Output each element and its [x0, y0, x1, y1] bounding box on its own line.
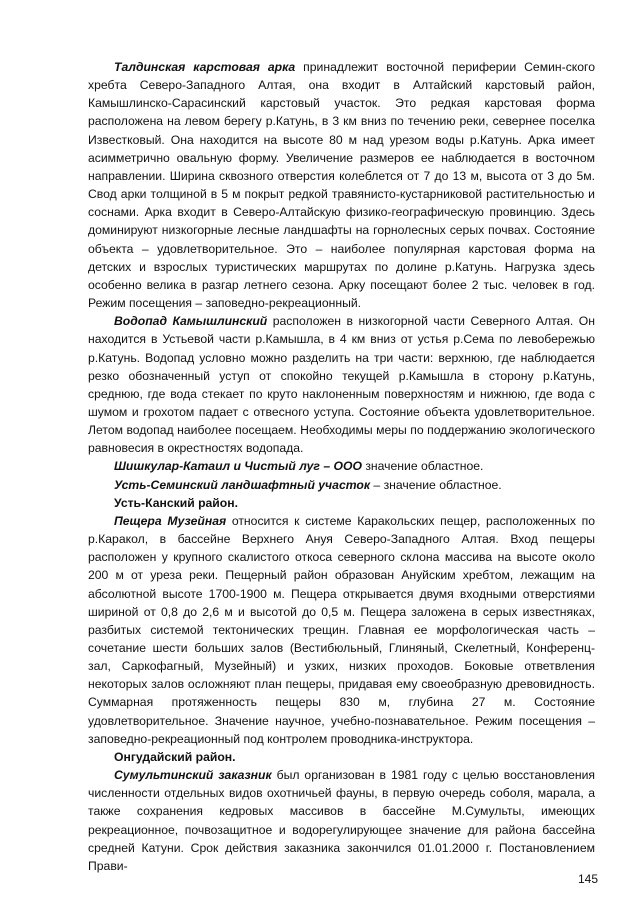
paragraph-ust-seminsky — [88, 476, 595, 494]
page-number: 145 — [577, 872, 598, 886]
paragraph-taldinskaya-arch — [88, 58, 595, 312]
paragraph-text: – значение областное. — [370, 477, 502, 492]
paragraph-text: принадлежит восточной периферии Семин-ского хребта Северо-Западного Алтая, она входит в Алтайский карстовый район, Камышлинско-Сарасинский карстовый участок. Это редкая карстовая форма расположена на левом берегу р.Катунь, в 3 км вниз по течению реки, севернее поселка Известковый. Она находится на высоте 80 м над урезом воды р.Катунь. Арка имеет асимметрично овальную форму. Увеличение размеров ее наблюдается в восточном направлении. Ширина сквозного отверстия колеблется от 7 до 13 м, высота от 3 до 5м. Свод арки толщиной в 5 м покрыт редкой травянисто-кустарниковой растительностью и соснами. Арка входит в Северо-Алтайскую физико-географическую провинцию. Здесь доминируют низкогорные лесные ландшафты на горнолесных серых почвах. Состояние объекта – удовлетворительное. Это – наиболее популярная карстовая форма на детских и взрослых туристических маршрутах по долине р.Катунь. Нагрузка здесь особенно велика в разгар летнего сезона. Арку посещают более 2 тыс. человек в год. Режим посещения – заповедно-рекреационный. — [88, 60, 595, 311]
paragraph-muzeynaya-cave — [88, 512, 595, 748]
paragraph-sumultinsky-reserve — [88, 766, 595, 875]
paragraph-title: Шишкулар-Катаил и Чистый луг – ООО — [114, 459, 362, 474]
section-heading-ongudaysky: Онгудайский район. — [114, 749, 236, 764]
paragraph-kamyshlinsky-waterfall — [88, 312, 595, 457]
paragraph-title: Водопад Камышлинский — [114, 314, 268, 329]
paragraph-title: Сумультинский заказник — [114, 768, 272, 783]
paragraph-title: Талдинская карстовая арка — [114, 60, 296, 74]
paragraph-text: был организован в 1981 году с целью восстановления численности отдельных видов охотничьей фауны, в первую очередь соболя, марала, а также сохранения кедровых массивов в бассейне М.Сумульты, имеющих рекреационное, почвозащитное и водорегулирующее значение для района бассейна средней Катуни. Срок действия заказника закончился 01.01.2000 г. Постановлением Прави- — [88, 768, 595, 873]
paragraph-title: Пещера Музейная — [114, 513, 227, 528]
paragraph-shishkular — [88, 457, 595, 475]
paragraph-text: значение областное. — [361, 459, 484, 474]
section-heading-ust-kansky: Усть-Канский район. — [114, 495, 238, 510]
paragraph-title: Усть-Семинский ландшафтный участок — [114, 477, 371, 492]
paragraph-text: расположен в низкогорной части Северного Алтая. Он находится в Устьевой части р.Камышла, в 4 км вниз от устья р.Сема по левобережью р.Катунь. Водопад условно можно разделить на три части: верхнюю, где наблюдается резко обозначенный уступ от спокойно текущей р.Камышла в сторону р.Катунь, среднюю, где вода стекает по круто наклоненным поверхностям и нижнюю, где вода с шумом и грохотом падает с отвесного уступа. Состояние объекта удовлетворительное. Летом водопад наиболее посещаем. Необходимы меры по поддержанию экологического равновесия в окрестностях водопада. — [88, 314, 595, 456]
text-body — [88, 58, 595, 875]
paragraph-text: относится к системе Каракольских пещер, расположенных по р.Каракол, в бассейне Верхнего Ануя Северо-Западного Алтая. Вход пещеры расположен у крупного скалистого откоса северного склона массива на высоте около 200 м от уреза реки. Пещерный район образован Ануйским хребтом, лежащим на абсолютной высоте 1700-1900 м. Пещера открывается двумя входными отверстиями шириной от 0,8 до 2,6 м и высотой до 0,5 м. Пещера заложена в серых известняках, разбитых системой тектонических трещин. Главная ее морфологическая часть – сочетание шести больших залов (Вестибюльный, Глиняный, Скелетный, Конференц-зал, Саркофагный, Музейный) и узких, низких проходов. Боковые ответвления некоторых залов осложняют план пещеры, придавая ему своеобразную древовидность. Суммарная протяженность пещеры 830 м, глубина 27 м. Состояние удовлетворительное. Значение научное, учебно-познавательное. Режим посещения – заповедно-рекреационный под контролем проводника-инструктора. — [88, 513, 595, 746]
